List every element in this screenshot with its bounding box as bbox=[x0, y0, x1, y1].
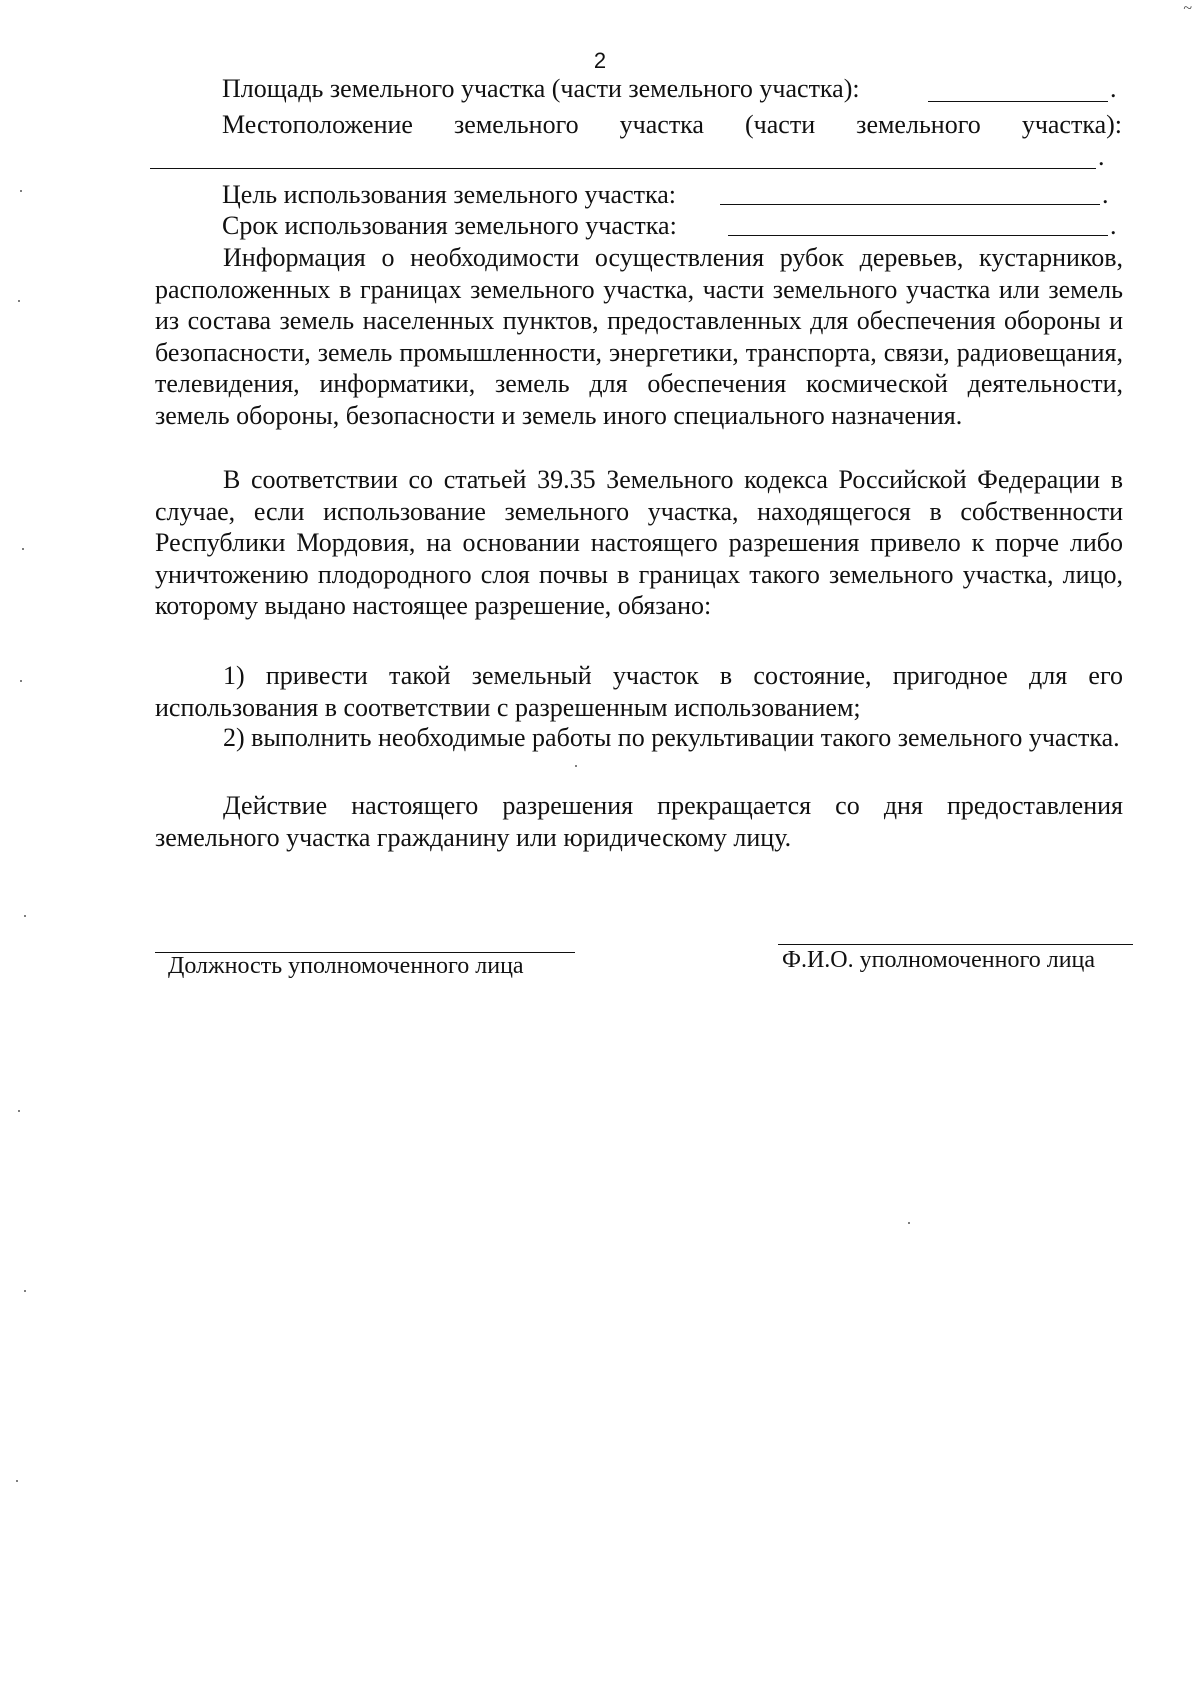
position-signature-label: Должность уполномоченного лица bbox=[168, 953, 524, 979]
scan-speck bbox=[16, 1480, 18, 1482]
location-word: земельного bbox=[856, 110, 981, 139]
purpose-period: . bbox=[1102, 180, 1109, 209]
felling-info-paragraph: Информация о необходимости осуществления рубок деревьев, кустарников, расположенных в границах земельного участка, части земельного участка или земель из состава земель населенных пунктов, предоставленных для обеспечения обороны и безопасности, земель промышленности, энергетики, транспорта, связи, радиовещания, телевидения, информатики, земель для обеспечения космической деятельности, земель обороны, безопасности и земель иного специального назначения. bbox=[155, 243, 1123, 430]
scan-speck bbox=[20, 190, 22, 192]
term-label: Срок использования земельного участка: bbox=[222, 211, 677, 240]
location-word: участка): bbox=[1021, 110, 1122, 139]
name-signature-line bbox=[778, 944, 1133, 945]
obligation-item-1: 1) привести такой земельный участок в состояние, пригодное для его использования в соответствии с разрешенным использованием; bbox=[155, 661, 1123, 722]
scan-speck bbox=[20, 680, 22, 682]
obligation-item-2: 2) выполнить необходимые работы по рекультивации такого земельного участка. bbox=[223, 723, 1120, 752]
location-word: (части bbox=[745, 110, 816, 139]
purpose-blank bbox=[720, 204, 1100, 205]
scan-speck bbox=[18, 300, 20, 302]
area-label: Площадь земельного участка (части земельного участка): bbox=[222, 74, 860, 103]
scan-speck bbox=[908, 1222, 910, 1224]
termination-paragraph: Действие настоящего разрешения прекращается со дня предоставления земельного участка гражданину или юридическому лицу. bbox=[155, 791, 1123, 852]
article-paragraph: В соответствии со статьей 39.35 Земельного кодекса Российской Федерации в случае, если использование земельного участка, находящегося в собственности Республики Мордовия, на основании настоящего разрешения привело к порче либо уничтожению плодородного слоя почвы в границах такого земельного участка, лицо, которому выдано настоящее разрешение, обязано: bbox=[155, 465, 1123, 621]
scan-speck bbox=[575, 765, 577, 767]
location-word: земельного bbox=[454, 110, 579, 139]
purpose-label: Цель использования земельного участка: bbox=[222, 180, 676, 209]
page-number: 2 bbox=[593, 48, 607, 73]
scan-speck bbox=[24, 915, 26, 917]
term-period: . bbox=[1110, 211, 1117, 240]
scan-speck bbox=[18, 1110, 20, 1112]
location-blank bbox=[150, 168, 1096, 169]
corner-scan-mark: ~ bbox=[1183, 0, 1192, 17]
location-word: Местоположение bbox=[222, 110, 413, 139]
term-blank bbox=[728, 235, 1108, 236]
scan-speck bbox=[24, 1290, 26, 1292]
name-signature-label: Ф.И.О. уполномоченного лица bbox=[782, 947, 1096, 973]
area-blank bbox=[928, 101, 1108, 102]
location-word: участка bbox=[619, 110, 704, 139]
location-period: . bbox=[1098, 142, 1105, 171]
area-period: . bbox=[1110, 74, 1117, 103]
scan-speck bbox=[22, 548, 24, 550]
location-label bbox=[222, 110, 1122, 140]
